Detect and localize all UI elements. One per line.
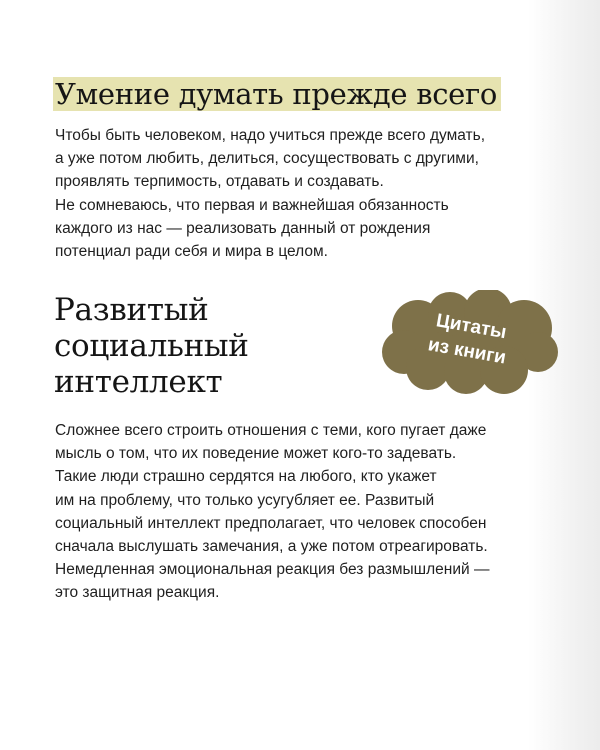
section-title-thinking bbox=[53, 76, 501, 112]
title-line: Развитый bbox=[54, 292, 209, 328]
paragraph-line: а уже потом любить, делиться, сосуществовать с другими, bbox=[55, 150, 479, 168]
section-paragraph-thinking bbox=[55, 124, 555, 263]
section-paragraph-social-intellect bbox=[55, 419, 555, 605]
quotes-badge bbox=[376, 290, 561, 395]
paragraph-line: Такие люди страшно сердятся на любого, кто укажет bbox=[55, 468, 437, 486]
title-line: интеллект bbox=[54, 364, 223, 400]
paragraph-line: каждого из нас — реализовать данный от рождения bbox=[55, 219, 431, 237]
paragraph-line: мысль о том, что их поведение может кого-то задевать. bbox=[55, 445, 457, 463]
paragraph-line: Не сомневаюсь, что первая и важнейшая обязанность bbox=[55, 196, 449, 214]
paragraph-line: сначала выслушать замечания, а уже потом отреагировать. bbox=[55, 538, 488, 556]
badge-label-line: Цитаты bbox=[434, 310, 509, 344]
highlighted-title-text: Умение думать прежде всего bbox=[53, 77, 501, 111]
badge-label-line: из книги bbox=[426, 334, 508, 369]
title-line: социальный bbox=[54, 328, 249, 364]
paragraph-line: Сложнее всего строить отношения с теми, кого пугает даже bbox=[55, 422, 487, 439]
section-title-social-intellect bbox=[54, 292, 249, 400]
paragraph-line: это защитная реакция. bbox=[55, 584, 220, 602]
paragraph-line: потенциал ради себя и мира в целом. bbox=[55, 243, 328, 261]
paragraph-line: Чтобы быть человеком, надо учиться прежде всего думать, bbox=[55, 127, 486, 144]
paragraph-line: Немедленная эмоциональная реакция без размышлений — bbox=[55, 561, 490, 579]
paragraph-line: им на проблему, что только усугубляет ее. Развитый bbox=[55, 491, 435, 509]
paragraph-line: проявлять терпимость, отдавать и создавать. bbox=[55, 173, 384, 191]
paragraph-line: социальный интеллект предполагает, что человек способен bbox=[55, 514, 487, 532]
